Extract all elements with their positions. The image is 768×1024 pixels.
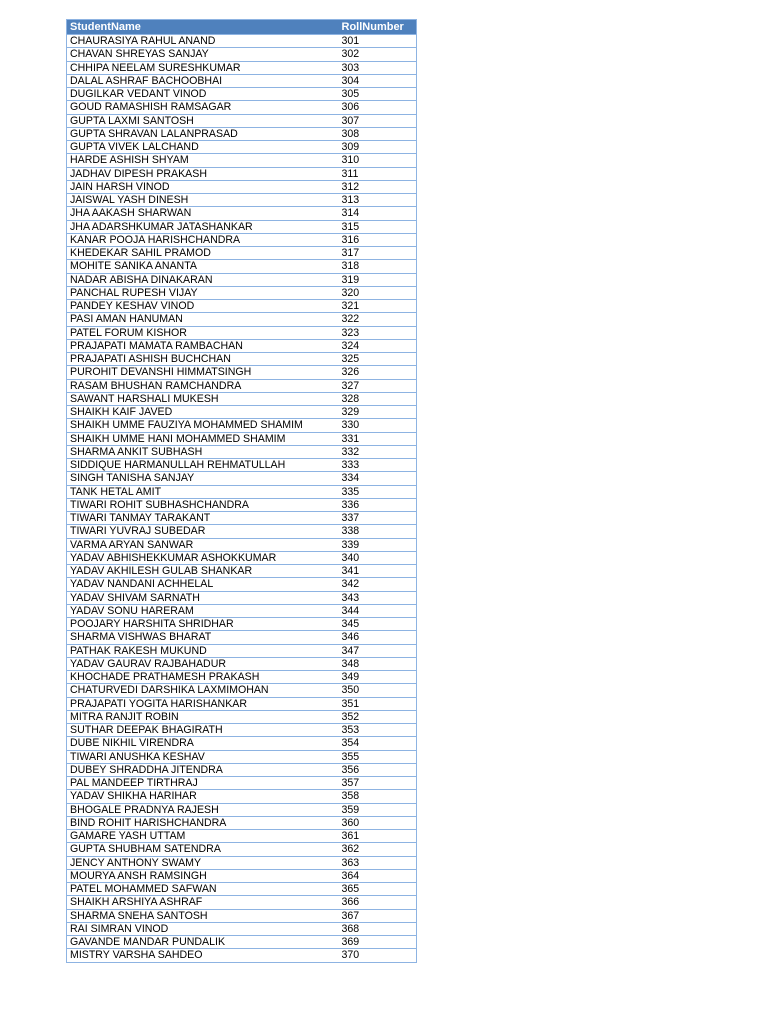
table-row bbox=[67, 657, 417, 670]
roll-number-cell: 368 bbox=[339, 922, 417, 935]
student-name-cell: GUPTA SHRAVAN LALANPRASAD bbox=[67, 127, 339, 140]
table-row bbox=[67, 167, 417, 180]
student-name-cell: YADAV SONU HARERAM bbox=[67, 604, 339, 617]
roll-number-cell: 307 bbox=[339, 114, 417, 127]
table-row bbox=[67, 88, 417, 101]
student-name-cell: RASAM BHUSHAN RAMCHANDRA bbox=[67, 379, 339, 392]
header-roll-number: RollNumber bbox=[339, 20, 417, 35]
roll-number-cell: 342 bbox=[339, 578, 417, 591]
student-name-cell: PRAJAPATI MAMATA RAMBACHAN bbox=[67, 339, 339, 352]
table-row bbox=[67, 392, 417, 405]
table-row bbox=[67, 379, 417, 392]
student-name-cell: DALAL ASHRAF BACHOOBHAI bbox=[67, 74, 339, 87]
table-row bbox=[67, 710, 417, 723]
roll-number-cell: 339 bbox=[339, 538, 417, 551]
table-row bbox=[67, 830, 417, 843]
roll-number-cell: 330 bbox=[339, 419, 417, 432]
table-row bbox=[67, 498, 417, 511]
student-name-cell: GOUD RAMASHISH RAMSAGAR bbox=[67, 101, 339, 114]
roll-number-cell: 313 bbox=[339, 194, 417, 207]
roll-number-cell: 354 bbox=[339, 737, 417, 750]
roll-number-cell: 312 bbox=[339, 180, 417, 193]
table-row bbox=[67, 697, 417, 710]
roll-number-cell: 304 bbox=[339, 74, 417, 87]
roll-number-cell: 323 bbox=[339, 326, 417, 339]
table-row bbox=[67, 936, 417, 949]
roll-number-cell: 327 bbox=[339, 379, 417, 392]
student-name-cell: VARMA ARYAN SANWAR bbox=[67, 538, 339, 551]
roll-number-cell: 363 bbox=[339, 856, 417, 869]
roll-number-cell: 324 bbox=[339, 339, 417, 352]
roll-number-cell: 370 bbox=[339, 949, 417, 962]
table-row bbox=[67, 684, 417, 697]
student-name-cell: BHOGALE PRADNYA RAJESH bbox=[67, 803, 339, 816]
student-name-cell: TIWARI ANUSHKA KESHAV bbox=[67, 750, 339, 763]
table-row bbox=[67, 472, 417, 485]
roll-number-cell: 303 bbox=[339, 61, 417, 74]
student-name-cell: PUROHIT DEVANSHI HIMMATSINGH bbox=[67, 366, 339, 379]
table-row bbox=[67, 763, 417, 776]
student-name-cell: CHAURASIYA RAHUL ANAND bbox=[67, 35, 339, 48]
table-body bbox=[67, 35, 417, 963]
student-name-cell: NADAR ABISHA DINAKARAN bbox=[67, 273, 339, 286]
table-row bbox=[67, 565, 417, 578]
student-name-cell: SAWANT HARSHALI MUKESH bbox=[67, 392, 339, 405]
table-row bbox=[67, 114, 417, 127]
roll-number-cell: 340 bbox=[339, 551, 417, 564]
student-name-cell: CHAVAN SHREYAS SANJAY bbox=[67, 48, 339, 61]
student-name-cell: TIWARI YUVRAJ SUBEDAR bbox=[67, 525, 339, 538]
roll-number-cell: 335 bbox=[339, 485, 417, 498]
student-name-cell: JHA AAKASH SHARWAN bbox=[67, 207, 339, 220]
table-row bbox=[67, 154, 417, 167]
student-name-cell: DUBEY SHRADDHA JITENDRA bbox=[67, 763, 339, 776]
table-row bbox=[67, 922, 417, 935]
table-row bbox=[67, 790, 417, 803]
table-row bbox=[67, 843, 417, 856]
student-name-cell: MISTRY VARSHA SAHDEO bbox=[67, 949, 339, 962]
roll-number-cell: 334 bbox=[339, 472, 417, 485]
roll-number-cell: 356 bbox=[339, 763, 417, 776]
roll-number-cell: 321 bbox=[339, 300, 417, 313]
header-student-name: StudentName bbox=[67, 20, 339, 35]
student-name-cell: PAL MANDEEP TIRTHRAJ bbox=[67, 777, 339, 790]
roll-number-cell: 320 bbox=[339, 286, 417, 299]
student-name-cell: SHARMA SNEHA SANTOSH bbox=[67, 909, 339, 922]
roll-number-cell: 345 bbox=[339, 618, 417, 631]
table-row bbox=[67, 313, 417, 326]
roll-number-cell: 331 bbox=[339, 432, 417, 445]
roll-number-cell: 350 bbox=[339, 684, 417, 697]
table-row bbox=[67, 631, 417, 644]
student-name-cell: SHAIKH UMME FAUZIYA MOHAMMED SHAMIM bbox=[67, 419, 339, 432]
roll-number-cell: 344 bbox=[339, 604, 417, 617]
roll-number-cell: 325 bbox=[339, 353, 417, 366]
student-name-cell: SINGH TANISHA SANJAY bbox=[67, 472, 339, 485]
roll-number-cell: 338 bbox=[339, 525, 417, 538]
table-row bbox=[67, 445, 417, 458]
student-name-cell: YADAV SHIKHA HARIHAR bbox=[67, 790, 339, 803]
table-row bbox=[67, 194, 417, 207]
roll-number-cell: 341 bbox=[339, 565, 417, 578]
roll-number-cell: 337 bbox=[339, 512, 417, 525]
student-name-cell: KHOCHADE PRATHAMESH PRAKASH bbox=[67, 671, 339, 684]
table-row bbox=[67, 578, 417, 591]
student-name-cell: SHAIKH ARSHIYA ASHRAF bbox=[67, 896, 339, 909]
student-name-cell: CHHIPA NEELAM SURESHKUMAR bbox=[67, 61, 339, 74]
table-row bbox=[67, 604, 417, 617]
roll-number-cell: 351 bbox=[339, 697, 417, 710]
roll-number-cell: 365 bbox=[339, 883, 417, 896]
student-name-cell: PRAJAPATI YOGITA HARISHANKAR bbox=[67, 697, 339, 710]
table-row bbox=[67, 419, 417, 432]
student-name-cell: GUPTA SHUBHAM SATENDRA bbox=[67, 843, 339, 856]
roll-number-cell: 360 bbox=[339, 816, 417, 829]
roll-number-cell: 367 bbox=[339, 909, 417, 922]
student-name-cell: RAI SIMRAN VINOD bbox=[67, 922, 339, 935]
table-row bbox=[67, 273, 417, 286]
table-row bbox=[67, 724, 417, 737]
student-name-cell: KANAR POOJA HARISHCHANDRA bbox=[67, 233, 339, 246]
table-row bbox=[67, 260, 417, 273]
student-name-cell: TANK HETAL AMIT bbox=[67, 485, 339, 498]
roll-number-cell: 364 bbox=[339, 869, 417, 882]
roll-number-cell: 333 bbox=[339, 459, 417, 472]
student-table bbox=[66, 19, 417, 963]
student-name-cell: PANDEY KESHAV VINOD bbox=[67, 300, 339, 313]
table-row bbox=[67, 816, 417, 829]
roll-number-cell: 346 bbox=[339, 631, 417, 644]
table-row bbox=[67, 737, 417, 750]
table-row bbox=[67, 777, 417, 790]
roll-number-cell: 309 bbox=[339, 141, 417, 154]
table-row bbox=[67, 949, 417, 962]
roll-number-cell: 349 bbox=[339, 671, 417, 684]
table-row bbox=[67, 339, 417, 352]
table-row bbox=[67, 551, 417, 564]
student-name-cell: SHARMA ANKIT SUBHASH bbox=[67, 445, 339, 458]
roll-number-cell: 319 bbox=[339, 273, 417, 286]
roll-number-cell: 318 bbox=[339, 260, 417, 273]
student-name-cell: GAVANDE MANDAR PUNDALIK bbox=[67, 936, 339, 949]
student-name-cell: POOJARY HARSHITA SHRIDHAR bbox=[67, 618, 339, 631]
table-row bbox=[67, 247, 417, 260]
student-name-cell: SHARMA VISHWAS BHARAT bbox=[67, 631, 339, 644]
roll-number-cell: 311 bbox=[339, 167, 417, 180]
roll-number-cell: 315 bbox=[339, 220, 417, 233]
table-row bbox=[67, 909, 417, 922]
roll-number-cell: 357 bbox=[339, 777, 417, 790]
table-row bbox=[67, 485, 417, 498]
table-row bbox=[67, 326, 417, 339]
student-name-cell: JHA ADARSHKUMAR JATASHANKAR bbox=[67, 220, 339, 233]
roll-number-cell: 366 bbox=[339, 896, 417, 909]
student-name-cell: SIDDIQUE HARMANULLAH REHMATULLAH bbox=[67, 459, 339, 472]
roll-number-cell: 332 bbox=[339, 445, 417, 458]
roll-number-cell: 308 bbox=[339, 127, 417, 140]
student-name-cell: YADAV GAURAV RAJBAHADUR bbox=[67, 657, 339, 670]
roll-number-cell: 369 bbox=[339, 936, 417, 949]
table-row bbox=[67, 406, 417, 419]
table-row bbox=[67, 48, 417, 61]
roll-number-cell: 301 bbox=[339, 35, 417, 48]
student-name-cell: JENCY ANTHONY SWAMY bbox=[67, 856, 339, 869]
table-row bbox=[67, 671, 417, 684]
student-name-cell: MOHITE SANIKA ANANTA bbox=[67, 260, 339, 273]
student-name-cell: BIND ROHIT HARISHCHANDRA bbox=[67, 816, 339, 829]
table-row bbox=[67, 353, 417, 366]
student-name-cell: YADAV NANDANI ACHHELAL bbox=[67, 578, 339, 591]
student-name-cell: SHAIKH KAIF JAVED bbox=[67, 406, 339, 419]
roll-number-cell: 322 bbox=[339, 313, 417, 326]
student-name-cell: KHEDEKAR SAHIL PRAMOD bbox=[67, 247, 339, 260]
roll-number-cell: 347 bbox=[339, 644, 417, 657]
student-name-cell: YADAV AKHILESH GULAB SHANKAR bbox=[67, 565, 339, 578]
table-row bbox=[67, 618, 417, 631]
table-row bbox=[67, 459, 417, 472]
roll-number-cell: 336 bbox=[339, 498, 417, 511]
student-name-cell: DUBE NIKHIL VIRENDRA bbox=[67, 737, 339, 750]
student-name-cell: HARDE ASHISH SHYAM bbox=[67, 154, 339, 167]
table-header-row bbox=[67, 20, 417, 35]
table-row bbox=[67, 286, 417, 299]
roll-number-cell: 305 bbox=[339, 88, 417, 101]
roll-number-cell: 326 bbox=[339, 366, 417, 379]
table-row bbox=[67, 432, 417, 445]
table-row bbox=[67, 803, 417, 816]
table-row bbox=[67, 61, 417, 74]
student-name-cell: CHATURVEDI DARSHIKA LAXMIMOHAN bbox=[67, 684, 339, 697]
roll-number-cell: 302 bbox=[339, 48, 417, 61]
table-row bbox=[67, 101, 417, 114]
table-row bbox=[67, 896, 417, 909]
student-name-cell: YADAV ABHISHEKKUMAR ASHOKKUMAR bbox=[67, 551, 339, 564]
student-name-cell: SHAIKH UMME HANI MOHAMMED SHAMIM bbox=[67, 432, 339, 445]
table-row bbox=[67, 750, 417, 763]
roll-number-cell: 353 bbox=[339, 724, 417, 737]
table-row bbox=[67, 856, 417, 869]
student-name-cell: PASI AMAN HANUMAN bbox=[67, 313, 339, 326]
table-row bbox=[67, 141, 417, 154]
table-row bbox=[67, 300, 417, 313]
student-name-cell: GUPTA LAXMI SANTOSH bbox=[67, 114, 339, 127]
student-name-cell: SUTHAR DEEPAK BHAGIRATH bbox=[67, 724, 339, 737]
roll-number-cell: 328 bbox=[339, 392, 417, 405]
student-name-cell: JAISWAL YASH DINESH bbox=[67, 194, 339, 207]
roll-number-cell: 316 bbox=[339, 233, 417, 246]
student-name-cell: TIWARI TANMAY TARAKANT bbox=[67, 512, 339, 525]
student-name-cell: GAMARE YASH UTTAM bbox=[67, 830, 339, 843]
student-name-cell: PRAJAPATI ASHISH BUCHCHAN bbox=[67, 353, 339, 366]
table-row bbox=[67, 525, 417, 538]
table-row bbox=[67, 35, 417, 48]
table-row bbox=[67, 869, 417, 882]
table-row bbox=[67, 512, 417, 525]
roll-number-cell: 352 bbox=[339, 710, 417, 723]
roll-number-cell: 358 bbox=[339, 790, 417, 803]
table-row bbox=[67, 883, 417, 896]
table-row bbox=[67, 233, 417, 246]
roll-number-cell: 343 bbox=[339, 591, 417, 604]
roll-number-cell: 362 bbox=[339, 843, 417, 856]
student-name-cell: DUGILKAR VEDANT VINOD bbox=[67, 88, 339, 101]
roll-number-cell: 359 bbox=[339, 803, 417, 816]
table-row bbox=[67, 220, 417, 233]
student-name-cell: PATHAK RAKESH MUKUND bbox=[67, 644, 339, 657]
table-row bbox=[67, 74, 417, 87]
roll-number-cell: 355 bbox=[339, 750, 417, 763]
table-row bbox=[67, 366, 417, 379]
roll-number-cell: 348 bbox=[339, 657, 417, 670]
table-row bbox=[67, 127, 417, 140]
student-name-cell: JAIN HARSH VINOD bbox=[67, 180, 339, 193]
student-name-cell: YADAV SHIVAM SARNATH bbox=[67, 591, 339, 604]
student-name-cell: MOURYA ANSH RAMSINGH bbox=[67, 869, 339, 882]
table-row bbox=[67, 207, 417, 220]
roll-number-cell: 317 bbox=[339, 247, 417, 260]
roll-number-cell: 361 bbox=[339, 830, 417, 843]
roll-number-cell: 306 bbox=[339, 101, 417, 114]
table-row bbox=[67, 644, 417, 657]
student-name-cell: TIWARI ROHIT SUBHASHCHANDRA bbox=[67, 498, 339, 511]
student-name-cell: GUPTA VIVEK LALCHAND bbox=[67, 141, 339, 154]
roll-number-cell: 314 bbox=[339, 207, 417, 220]
roll-number-cell: 310 bbox=[339, 154, 417, 167]
student-name-cell: MITRA RANJIT ROBIN bbox=[67, 710, 339, 723]
table-row bbox=[67, 591, 417, 604]
student-name-cell: JADHAV DIPESH PRAKASH bbox=[67, 167, 339, 180]
student-name-cell: PATEL MOHAMMED SAFWAN bbox=[67, 883, 339, 896]
roll-number-cell: 329 bbox=[339, 406, 417, 419]
table-row bbox=[67, 180, 417, 193]
table-row bbox=[67, 538, 417, 551]
student-name-cell: PATEL FORUM KISHOR bbox=[67, 326, 339, 339]
student-name-cell: PANCHAL RUPESH VIJAY bbox=[67, 286, 339, 299]
